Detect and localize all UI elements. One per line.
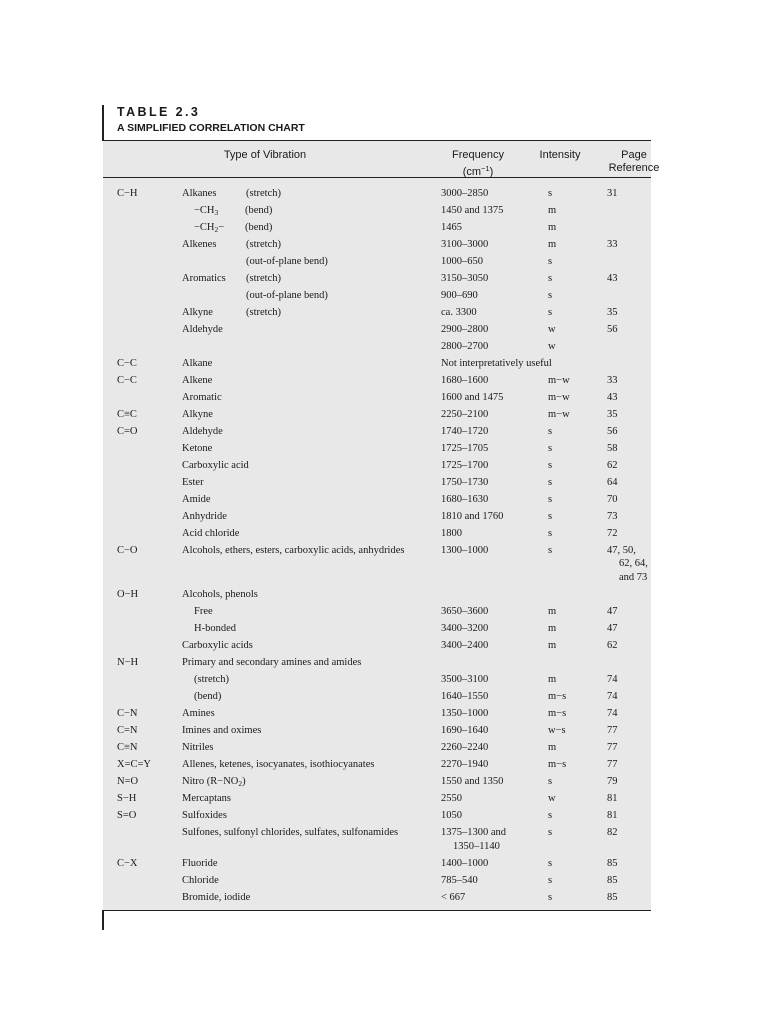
cell-frequency: 3650–3600: [441, 606, 489, 617]
table-row: [0, 493, 768, 510]
cell-page-reference: 81: [607, 810, 618, 821]
header-frequency-label: Frequency: [452, 149, 504, 161]
cell-type: Primary and secondary amines and amides: [182, 657, 362, 668]
cell-bond: C−C: [117, 358, 137, 369]
cell-frequency: 2260–2240: [441, 742, 489, 753]
cell-frequency: 785–540: [441, 875, 478, 886]
cell-type: Mercaptans: [182, 793, 231, 804]
cell-type: Acid chloride: [182, 528, 240, 539]
cell-page-reference: 62, 64,: [619, 558, 648, 569]
header-intensity: Intensity: [539, 149, 581, 161]
cell-frequency: 1680–1630: [441, 494, 489, 505]
cell-bond: C≡C: [117, 409, 137, 420]
cell-bond: C−N: [117, 708, 138, 719]
cell-bond: S=O: [117, 810, 137, 821]
cell-type: Anhydride: [182, 511, 227, 522]
cell-bond: C−O: [117, 545, 138, 556]
cell-page-reference: 85: [607, 892, 618, 903]
table-row: [0, 306, 768, 323]
table-row: [0, 741, 768, 758]
cell-intensity: m−w: [548, 392, 570, 403]
table-row: [0, 340, 768, 357]
table-top-rule: [103, 140, 651, 141]
table-row: [0, 891, 768, 908]
header-type-of-vibration: Type of Vibration: [223, 149, 307, 161]
table-row: [0, 459, 768, 476]
cell-mode: (stretch): [246, 188, 281, 199]
cell-frequency: 2900–2800: [441, 324, 489, 335]
table-row: [0, 510, 768, 527]
cell-frequency: 2800–2700: [441, 341, 489, 352]
cell-frequency: 1800: [441, 528, 462, 539]
cell-page-reference: 77: [607, 759, 618, 770]
cell-page-reference: 43: [607, 392, 618, 403]
cell-page-reference: 58: [607, 443, 618, 454]
cell-type: Alkyne: [182, 307, 213, 318]
cell-bond: N−H: [117, 657, 139, 668]
cell-type: Alkene: [182, 375, 213, 386]
cell-intensity: m: [548, 674, 557, 685]
cell-page-reference: 70: [607, 494, 618, 505]
cell-mode: (stretch): [246, 307, 281, 318]
cell-intensity: s: [548, 827, 553, 838]
table-row: [0, 442, 768, 459]
cell-intensity: m: [548, 742, 557, 753]
cell-type: Bromide, iodide: [182, 892, 251, 903]
cell-type: Nitro $(R-NO_2)$: [182, 776, 246, 788]
cell-type: (bend): [194, 691, 222, 702]
cell-type: (stretch): [194, 674, 229, 685]
cell-page-reference: 73: [607, 511, 618, 522]
cell-intensity: s: [548, 494, 553, 505]
cell-bond: C−H: [117, 188, 138, 199]
cell-type: Alcohols, ethers, esters, carboxylic acids, anhydrides: [182, 545, 405, 556]
cell-intensity: m: [548, 239, 557, 250]
cell-type: Alkanes: [182, 188, 217, 199]
cell-frequency: 2270–1940: [441, 759, 489, 770]
table-row: [0, 476, 768, 493]
cell-page-reference: 77: [607, 725, 618, 736]
cell-intensity: s: [548, 528, 553, 539]
cell-frequency: 1465: [441, 222, 462, 233]
cell-page-reference: 72: [607, 528, 618, 539]
cell-frequency: < 667: [441, 892, 466, 903]
table-row: [0, 707, 768, 724]
header-page-reference: Page Reference: [608, 149, 660, 174]
table-row: [0, 187, 768, 204]
cell-type: $-CH_3$: [194, 205, 219, 217]
table-row: [0, 840, 768, 857]
cell-intensity: s: [548, 460, 553, 471]
table-row: [0, 323, 768, 340]
cell-mode: (stretch): [246, 239, 281, 250]
cell-frequency: Not interpretatively useful: [441, 358, 552, 369]
table-row: [0, 874, 768, 891]
cell-frequency: 3400–2400: [441, 640, 489, 651]
cell-page-reference: 47: [607, 606, 618, 617]
cell-intensity: m: [548, 640, 557, 651]
cell-bond: C=O: [117, 426, 138, 437]
cell-intensity: s: [548, 892, 553, 903]
table-row: [0, 289, 768, 306]
cell-page-reference: 74: [607, 691, 618, 702]
cell-type: Ester: [182, 477, 204, 488]
cell-intensity: s: [548, 426, 553, 437]
cell-frequency: 1000–650: [441, 256, 483, 267]
cell-page-reference: 81: [607, 793, 618, 804]
table-title: A SIMPLIFIED CORRELATION CHART: [117, 122, 305, 134]
cell-page-reference: 35: [607, 307, 618, 318]
table-row: [0, 809, 768, 826]
cell-intensity: s: [548, 256, 553, 267]
cell-frequency: 1050: [441, 810, 462, 821]
cell-page-reference: 33: [607, 375, 618, 386]
cell-frequency: 3500–3100: [441, 674, 489, 685]
table-row: [0, 272, 768, 289]
table-row: [0, 408, 768, 425]
cell-page-reference: 77: [607, 742, 618, 753]
cell-bond: C=N: [117, 725, 138, 736]
table-row: [0, 527, 768, 544]
cell-mode: (out-of-plane bend): [246, 256, 328, 267]
cell-page-reference: 79: [607, 776, 618, 787]
cell-frequency: 3150–3050: [441, 273, 489, 284]
cell-frequency: 1690–1640: [441, 725, 489, 736]
cell-type: Alkane: [182, 358, 213, 369]
cell-type: Alkenes: [182, 239, 217, 250]
cell-frequency: 1750–1730: [441, 477, 489, 488]
cell-mode: (bend): [245, 222, 273, 233]
cell-page-reference: 31: [607, 188, 618, 199]
cell-bond: C−X: [117, 858, 138, 869]
cell-intensity: m−s: [548, 708, 567, 719]
cell-intensity: s: [548, 273, 553, 284]
cell-page-reference: and 73: [619, 572, 648, 583]
cell-intensity: w: [548, 341, 556, 352]
header-frequency-unit: $(cm^{-1})$: [462, 164, 494, 178]
cell-type: Aromatics: [182, 273, 226, 284]
table-row: [0, 605, 768, 622]
table-row: [0, 238, 768, 255]
cell-page-reference: 64: [607, 477, 618, 488]
cell-frequency: 2550: [441, 793, 462, 804]
cell-intensity: m: [548, 606, 557, 617]
cell-type: Amines: [182, 708, 215, 719]
cell-intensity: m−s: [548, 691, 567, 702]
cell-page-reference: 85: [607, 875, 618, 886]
cell-intensity: m−w: [548, 409, 570, 420]
cell-intensity: s: [548, 511, 553, 522]
cell-intensity: w: [548, 324, 556, 335]
cell-page-reference: 33: [607, 239, 618, 250]
cell-page-reference: 82: [607, 827, 618, 838]
table-row: [0, 204, 768, 221]
cell-frequency: 1375–1300 and: [441, 827, 507, 838]
cell-page-reference: 62: [607, 640, 618, 651]
table-row: [0, 357, 768, 374]
cell-frequency: 1600 and 1475: [441, 392, 504, 403]
cell-page-reference: 56: [607, 426, 618, 437]
cell-type: Nitriles: [182, 742, 214, 753]
cell-page-reference: 62: [607, 460, 618, 471]
cell-type: Chloride: [182, 875, 219, 886]
cell-frequency: 1350–1140: [453, 841, 500, 852]
cell-frequency: 1450 and 1375: [441, 205, 504, 216]
table-row: [0, 656, 768, 673]
cell-frequency: 1550 and 1350: [441, 776, 504, 787]
cell-page-reference: 43: [607, 273, 618, 284]
table-row: [0, 622, 768, 639]
cell-type: Aldehyde: [182, 426, 223, 437]
table-number: TABLE 2.3: [117, 105, 201, 119]
cell-intensity: s: [548, 188, 553, 199]
cell-bond: C≡N: [117, 742, 138, 753]
cell-mode: (bend): [245, 205, 273, 216]
header-frequency: [440, 149, 516, 179]
table-bottom-rule: [103, 910, 651, 911]
cell-page-reference: 47: [607, 623, 618, 634]
cell-type: Alcohols, phenols: [182, 589, 258, 600]
table-row: [0, 857, 768, 874]
cell-intensity: s: [548, 477, 553, 488]
table-row: [0, 792, 768, 809]
cell-intensity: s: [548, 858, 553, 869]
cell-type: Alkyne: [182, 409, 213, 420]
cell-frequency: 3400–3200: [441, 623, 489, 634]
cell-type: Carboxylic acids: [182, 640, 253, 651]
cell-intensity: w: [548, 793, 556, 804]
cell-mode: (stretch): [246, 273, 281, 284]
table-row: [0, 690, 768, 707]
cell-intensity: s: [548, 443, 553, 454]
cell-type: Free: [194, 606, 213, 617]
cell-frequency: 900–690: [441, 290, 478, 301]
cell-intensity: m−w: [548, 375, 570, 386]
table-row: [0, 724, 768, 741]
cell-frequency: 1400–1000: [441, 858, 489, 869]
cell-frequency: 1300–1000: [441, 545, 489, 556]
cell-type: Amide: [182, 494, 211, 505]
table-row: [0, 588, 768, 605]
cell-mode: (out-of-plane bend): [246, 290, 328, 301]
cell-intensity: m: [548, 205, 557, 216]
cell-bond: X=C=Y: [117, 759, 152, 770]
cell-type: Aromatic: [182, 392, 222, 403]
table-row: [0, 391, 768, 408]
cell-bond: O−H: [117, 589, 139, 600]
table-row: [0, 221, 768, 238]
cell-intensity: w−s: [548, 725, 566, 736]
cell-type: $-CH_2-$: [194, 222, 225, 234]
cell-type: Carboxylic acid: [182, 460, 249, 471]
cell-intensity: m: [548, 222, 557, 233]
margin-rule-top: [102, 105, 104, 141]
cell-frequency: 1350–1000: [441, 708, 489, 719]
cell-type: Ketone: [182, 443, 213, 454]
cell-frequency: 1680–1600: [441, 375, 489, 386]
header-bottom-rule: [103, 177, 651, 178]
table-row: [0, 255, 768, 272]
cell-page-reference: 74: [607, 674, 618, 685]
cell-frequency: 1740–1720: [441, 426, 489, 437]
cell-bond: C−C: [117, 375, 137, 386]
cell-page-reference: 56: [607, 324, 618, 335]
table-row: [0, 673, 768, 690]
cell-intensity: s: [548, 290, 553, 301]
cell-frequency: 1725–1700: [441, 460, 489, 471]
table-row: [0, 425, 768, 442]
cell-frequency: 3100–3000: [441, 239, 489, 250]
cell-intensity: s: [548, 776, 553, 787]
cell-intensity: s: [548, 307, 553, 318]
cell-frequency: ca. 3300: [441, 307, 477, 318]
table-row: [0, 639, 768, 656]
cell-page-reference: 74: [607, 708, 618, 719]
cell-type: Sulfones, sulfonyl chlorides, sulfates, sulfonamides: [182, 827, 399, 838]
cell-bond: S−H: [117, 793, 137, 804]
cell-frequency: 1640–1550: [441, 691, 489, 702]
cell-intensity: m: [548, 623, 557, 634]
margin-rule-bottom: [102, 910, 104, 930]
cell-frequency: 1725–1705: [441, 443, 489, 454]
cell-page-reference: 35: [607, 409, 618, 420]
cell-intensity: s: [548, 875, 553, 886]
cell-page-reference: 47, 50,: [607, 545, 636, 556]
cell-type: Aldehyde: [182, 324, 223, 335]
table-row: [0, 775, 768, 792]
table-row: [0, 758, 768, 775]
table-row: [0, 571, 768, 588]
cell-bond: N=O: [117, 776, 139, 787]
cell-type: H-bonded: [194, 623, 236, 634]
cell-intensity: s: [548, 810, 553, 821]
cell-type: Allenes, ketenes, isocyanates, isothiocyanates: [182, 759, 375, 770]
cell-page-reference: 85: [607, 858, 618, 869]
cell-type: Imines and oximes: [182, 725, 262, 736]
table-caption: [117, 104, 305, 135]
cell-type: Sulfoxides: [182, 810, 227, 821]
cell-frequency: 1810 and 1760: [441, 511, 504, 522]
cell-frequency: 3000–2850: [441, 188, 489, 199]
cell-frequency: 2250–2100: [441, 409, 489, 420]
cell-intensity: m−s: [548, 759, 567, 770]
cell-intensity: s: [548, 545, 553, 556]
table-row: [0, 374, 768, 391]
cell-type: Fluoride: [182, 858, 218, 869]
